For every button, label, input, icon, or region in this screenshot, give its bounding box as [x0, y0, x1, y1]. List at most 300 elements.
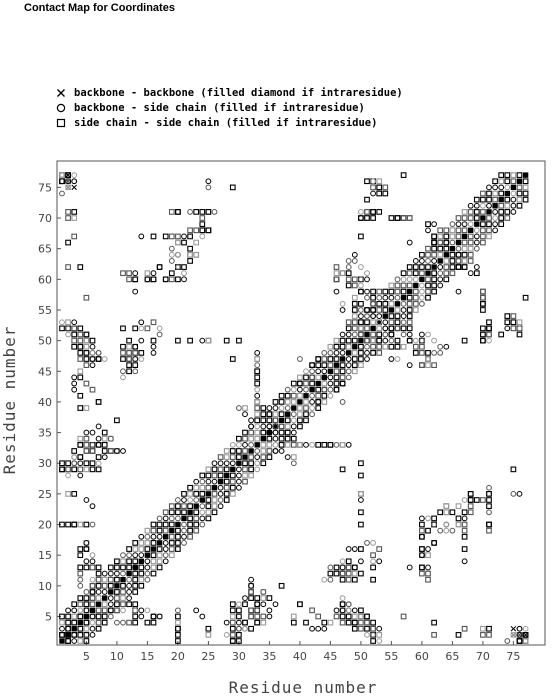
sidechain-sidechain-point [267, 418, 272, 423]
intraresidue-mark [78, 620, 83, 625]
sidechain-sidechain-point [255, 430, 260, 435]
backbone-sidechain-point [72, 179, 77, 184]
intraresidue-mark [432, 265, 437, 270]
sidechain-sidechain-point [285, 430, 290, 435]
sidechain-sidechain-point [414, 289, 419, 294]
sidechain-sidechain-point [414, 295, 419, 300]
backbone-sidechain-point [334, 387, 339, 392]
backbone-sidechain-point [163, 559, 168, 564]
intraresidue-mark [426, 271, 431, 276]
sidechain-sidechain-point [255, 596, 260, 601]
sidechain-sidechain-point [72, 326, 77, 331]
backbone-sidechain-point [139, 614, 144, 619]
backbone-sidechain-point [127, 590, 132, 595]
sidechain-sidechain-point [487, 633, 492, 638]
sidechain-sidechain-point [261, 596, 266, 601]
sidechain-sidechain-point [359, 326, 364, 331]
sidechain-sidechain-point [432, 516, 437, 521]
sidechain-sidechain-point [389, 216, 394, 221]
sidechain-sidechain-point [109, 449, 114, 454]
sidechain-sidechain-point [133, 277, 138, 282]
sidechain-sidechain-point [383, 185, 388, 190]
sidechain-sidechain-point [249, 430, 254, 435]
sidechain-sidechain-point [365, 216, 370, 221]
backbone-sidechain-point [84, 590, 89, 595]
backbone-backbone-point [523, 632, 528, 637]
intraresidue-mark [292, 406, 297, 411]
backbone-sidechain-point [127, 577, 132, 582]
sidechain-sidechain-point [72, 449, 77, 454]
sidechain-sidechain-point [517, 197, 522, 202]
sidechain-sidechain-point [493, 191, 498, 196]
backbone-sidechain-point [322, 369, 327, 374]
sidechain-sidechain-point [426, 528, 431, 533]
backbone-sidechain-point [438, 528, 443, 533]
intraresidue-mark [340, 357, 345, 362]
sidechain-sidechain-point [462, 626, 467, 631]
sidechain-sidechain-point [84, 332, 89, 337]
sidechain-sidechain-point [462, 265, 467, 270]
sidechain-sidechain-point [462, 547, 467, 552]
sidechain-sidechain-point [151, 559, 156, 564]
backbone-sidechain-point [456, 265, 461, 270]
backbone-sidechain-point [487, 203, 492, 208]
sidechain-sidechain-point [426, 222, 431, 227]
y-tick-label: 45 [38, 365, 52, 379]
backbone-sidechain-point [237, 442, 242, 447]
sidechain-sidechain-point [371, 338, 376, 343]
intraresidue-mark [90, 608, 95, 613]
sidechain-sidechain-point [102, 443, 107, 448]
backbone-sidechain-point [206, 179, 211, 184]
sidechain-sidechain-point [292, 381, 297, 386]
sidechain-sidechain-point [377, 338, 382, 343]
backbone-sidechain-point [365, 338, 370, 343]
backbone-sidechain-point [352, 252, 357, 257]
backbone-sidechain-point [328, 393, 333, 398]
sidechain-sidechain-point [298, 443, 303, 448]
sidechain-sidechain-point [444, 510, 449, 515]
backbone-sidechain-point [169, 252, 174, 257]
sidechain-sidechain-point [261, 461, 266, 466]
backbone-sidechain-point [145, 571, 150, 576]
backbone-sidechain-point [188, 210, 193, 215]
sidechain-sidechain-point [188, 485, 193, 490]
sidechain-sidechain-point [340, 344, 345, 349]
backbone-sidechain-point [383, 338, 388, 343]
sidechain-sidechain-point [267, 412, 272, 417]
sidechain-sidechain-point [249, 614, 254, 619]
backbone-sidechain-point [182, 498, 187, 503]
sidechain-sidechain-point [407, 302, 412, 307]
backbone-sidechain-point [438, 350, 443, 355]
sidechain-sidechain-point [218, 467, 223, 472]
sidechain-sidechain-point [255, 400, 260, 405]
sidechain-sidechain-point [481, 295, 486, 300]
backbone-sidechain-point [371, 308, 376, 313]
sidechain-sidechain-point [517, 191, 522, 196]
sidechain-sidechain-point [340, 443, 345, 448]
backbone-sidechain-point [395, 326, 400, 331]
backbone-sidechain-point [432, 350, 437, 355]
sidechain-sidechain-point [481, 326, 486, 331]
sidechain-sidechain-point [462, 259, 467, 264]
sidechain-sidechain-point [200, 216, 205, 221]
sidechain-sidechain-point [139, 565, 144, 570]
sidechain-sidechain-point [328, 571, 333, 576]
backbone-sidechain-point [237, 602, 242, 607]
sidechain-sidechain-point [365, 320, 370, 325]
backbone-sidechain-point [340, 381, 345, 386]
sidechain-sidechain-point [176, 626, 181, 631]
backbone-sidechain-point [371, 559, 376, 564]
sidechain-sidechain-point [78, 467, 83, 472]
sidechain-sidechain-point [237, 633, 242, 638]
backbone-sidechain-point [151, 614, 156, 619]
backbone-sidechain-point [474, 228, 479, 233]
sidechain-sidechain-point [170, 541, 175, 546]
backbone-sidechain-point [444, 344, 449, 349]
sidechain-sidechain-point [243, 461, 248, 466]
sidechain-sidechain-point [505, 320, 510, 325]
sidechain-sidechain-point [499, 222, 504, 227]
backbone-sidechain-point [249, 442, 254, 447]
backbone-sidechain-point [346, 602, 351, 607]
backbone-sidechain-point [474, 203, 479, 208]
sidechain-sidechain-point [359, 522, 364, 527]
sidechain-sidechain-point [353, 620, 358, 625]
sidechain-sidechain-point [383, 289, 388, 294]
sidechain-sidechain-point [231, 492, 236, 497]
sidechain-sidechain-point [420, 547, 425, 552]
data-points [60, 173, 528, 644]
sidechain-sidechain-point [420, 547, 425, 552]
sidechain-sidechain-point [359, 608, 364, 613]
sidechain-sidechain-point [487, 326, 492, 331]
backbone-sidechain-point [426, 547, 431, 552]
sidechain-sidechain-point [523, 179, 528, 184]
sidechain-sidechain-point [115, 608, 120, 613]
sidechain-sidechain-point [194, 528, 199, 533]
intraresidue-mark [462, 234, 467, 239]
backbone-sidechain-point [200, 510, 205, 515]
sidechain-sidechain-point [285, 436, 290, 441]
sidechain-sidechain-point [365, 614, 370, 619]
sidechain-sidechain-point [444, 228, 449, 233]
sidechain-sidechain-point [328, 363, 333, 368]
sidechain-sidechain-point [407, 314, 412, 319]
intraresidue-mark [255, 443, 260, 448]
backbone-sidechain-point [395, 357, 400, 362]
sidechain-sidechain-point [96, 571, 101, 576]
sidechain-sidechain-point [426, 289, 431, 294]
backbone-sidechain-point [90, 590, 95, 595]
sidechain-sidechain-point [121, 351, 126, 356]
sidechain-sidechain-point [456, 516, 461, 521]
sidechain-sidechain-point [401, 271, 406, 276]
intraresidue-mark [328, 369, 333, 374]
sidechain-sidechain-point [249, 590, 254, 595]
sidechain-sidechain-point [292, 455, 297, 460]
backbone-sidechain-point [115, 620, 120, 625]
backbone-sidechain-point [352, 608, 357, 613]
sidechain-sidechain-point [121, 596, 126, 601]
backbone-sidechain-point [139, 534, 144, 539]
sidechain-sidechain-point [432, 246, 437, 251]
sidechain-sidechain-point [84, 449, 89, 454]
y-tick-label: 50 [38, 334, 52, 348]
backbone-sidechain-point [84, 608, 89, 613]
sidechain-sidechain-point [84, 351, 89, 356]
sidechain-sidechain-point [414, 302, 419, 307]
sidechain-sidechain-point [353, 357, 358, 362]
sidechain-sidechain-point [96, 608, 101, 613]
sidechain-sidechain-point [176, 620, 181, 625]
backbone-sidechain-point [377, 559, 382, 564]
backbone-sidechain-point [182, 234, 187, 239]
sidechain-sidechain-point [371, 216, 376, 221]
sidechain-sidechain-point [487, 216, 492, 221]
sidechain-sidechain-point [231, 620, 236, 625]
backbone-sidechain-point [517, 626, 522, 631]
sidechain-sidechain-point [316, 443, 321, 448]
sidechain-sidechain-point [84, 363, 89, 368]
sidechain-sidechain-point [389, 302, 394, 307]
sidechain-sidechain-point [401, 326, 406, 331]
backbone-sidechain-point [401, 277, 406, 282]
backbone-sidechain-point [237, 479, 242, 484]
sidechain-sidechain-point [426, 277, 431, 282]
backbone-sidechain-point [499, 185, 504, 190]
backbone-sidechain-point [432, 222, 437, 227]
backbone-sidechain-point [157, 326, 162, 331]
sidechain-sidechain-point [115, 608, 120, 613]
sidechain-sidechain-point [231, 357, 236, 362]
sidechain-sidechain-point [517, 185, 522, 190]
sidechain-sidechain-point [505, 173, 510, 178]
backbone-sidechain-point [237, 467, 242, 472]
backbone-sidechain-point [481, 203, 486, 208]
sidechain-sidechain-point [346, 577, 351, 582]
legend-label: backbone - backbone (filled diamond if intraresidue) [74, 87, 403, 99]
sidechain-sidechain-point [121, 326, 126, 331]
sidechain-sidechain-point [102, 614, 107, 619]
sidechain-sidechain-point [377, 338, 382, 343]
sidechain-sidechain-point [371, 338, 376, 343]
backbone-sidechain-point [218, 485, 223, 490]
backbone-sidechain-point [224, 461, 229, 466]
backbone-sidechain-point [420, 534, 425, 539]
backbone-sidechain-point [84, 430, 89, 435]
sidechain-sidechain-point [468, 498, 473, 503]
backbone-sidechain-point [310, 363, 315, 368]
sidechain-sidechain-point [151, 541, 156, 546]
sidechain-sidechain-point [163, 234, 168, 239]
sidechain-sidechain-point [481, 210, 486, 215]
sidechain-sidechain-point [261, 406, 266, 411]
sidechain-sidechain-point [353, 614, 358, 619]
backbone-sidechain-point [389, 332, 394, 337]
backbone-sidechain-point [255, 602, 260, 607]
backbone-sidechain-point [133, 289, 138, 294]
backbone-sidechain-point [328, 577, 333, 582]
sidechain-sidechain-point [340, 614, 345, 619]
backbone-sidechain-point [60, 191, 65, 196]
backbone-sidechain-point [340, 332, 345, 337]
sidechain-sidechain-point [170, 510, 175, 515]
intraresidue-mark [517, 179, 522, 184]
backbone-sidechain-point [237, 485, 242, 490]
sidechain-sidechain-point [462, 534, 467, 539]
backbone-sidechain-point [304, 442, 309, 447]
intraresidue-mark [212, 485, 217, 490]
backbone-sidechain-point [115, 449, 120, 454]
sidechain-sidechain-point [78, 455, 83, 460]
backbone-sidechain-point [420, 295, 425, 300]
sidechain-sidechain-point [145, 326, 150, 331]
backbone-sidechain-point [371, 179, 376, 184]
sidechain-sidechain-point [261, 614, 266, 619]
sidechain-sidechain-point [359, 571, 364, 576]
backbone-sidechain-point [145, 277, 150, 282]
backbone-sidechain-point [334, 442, 339, 447]
sidechain-sidechain-point [121, 602, 126, 607]
backbone-sidechain-point [328, 387, 333, 392]
intraresidue-mark [383, 314, 388, 319]
sidechain-sidechain-point [462, 265, 467, 270]
sidechain-sidechain-point [346, 614, 351, 619]
sidechain-sidechain-point [322, 394, 327, 399]
backbone-sidechain-point [157, 614, 162, 619]
sidechain-sidechain-point [243, 479, 248, 484]
sidechain-sidechain-point [176, 210, 181, 215]
backbone-sidechain-point [273, 406, 278, 411]
backbone-sidechain-point [298, 387, 303, 392]
sidechain-sidechain-point [377, 332, 382, 337]
sidechain-sidechain-point [462, 253, 467, 258]
sidechain-sidechain-point [285, 400, 290, 405]
sidechain-sidechain-point [231, 639, 236, 644]
sidechain-sidechain-point [523, 639, 528, 644]
sidechain-sidechain-point [310, 381, 315, 386]
sidechain-sidechain-point [481, 289, 486, 294]
sidechain-sidechain-point [267, 596, 272, 601]
backbone-sidechain-point [96, 590, 101, 595]
sidechain-sidechain-point [468, 492, 473, 497]
sidechain-sidechain-point [133, 571, 138, 576]
sidechain-sidechain-point [96, 584, 101, 589]
sidechain-sidechain-point [206, 485, 211, 490]
sidechain-sidechain-point [292, 394, 297, 399]
sidechain-sidechain-point [267, 449, 272, 454]
sidechain-sidechain-point [145, 620, 150, 625]
backbone-sidechain-point [102, 357, 107, 362]
sidechain-sidechain-point [279, 430, 284, 435]
backbone-sidechain-point [310, 369, 315, 374]
sidechain-sidechain-point [206, 228, 211, 233]
sidechain-sidechain-point [340, 271, 345, 276]
sidechain-sidechain-point [151, 320, 156, 325]
backbone-sidechain-point [90, 442, 95, 447]
sidechain-sidechain-point [420, 253, 425, 258]
sidechain-sidechain-point [444, 234, 449, 239]
backbone-sidechain-point [456, 259, 461, 264]
y-tick-label: 30 [38, 457, 52, 471]
sidechain-sidechain-point [139, 547, 144, 552]
sidechain-sidechain-point [78, 547, 83, 552]
sidechain-sidechain-point [206, 467, 211, 472]
x-tick-label: 50 [353, 650, 368, 663]
sidechain-sidechain-point [176, 528, 181, 533]
backbone-sidechain-point [310, 393, 315, 398]
backbone-sidechain-point [420, 516, 425, 521]
backbone-sidechain-point [200, 234, 205, 239]
sidechain-sidechain-point [224, 498, 229, 503]
sidechain-sidechain-point [84, 633, 89, 638]
sidechain-sidechain-point [334, 344, 339, 349]
sidechain-sidechain-point [102, 608, 107, 613]
backbone-sidechain-point [108, 436, 113, 441]
sidechain-sidechain-point [84, 295, 89, 300]
sidechain-sidechain-point [395, 308, 400, 313]
sidechain-sidechain-point [279, 443, 284, 448]
backbone-sidechain-point [468, 203, 473, 208]
sidechain-sidechain-point [395, 216, 400, 221]
sidechain-sidechain-point [450, 234, 455, 239]
backbone-sidechain-point [96, 357, 101, 362]
backbone-sidechain-point [249, 577, 254, 582]
sidechain-sidechain-point [218, 473, 223, 478]
sidechain-sidechain-point [194, 228, 199, 233]
backbone-sidechain-point [359, 265, 364, 270]
backbone-sidechain-point [334, 289, 339, 294]
backbone-sidechain-point [90, 620, 95, 625]
backbone-sidechain-point [176, 498, 181, 503]
y-tick-label: 60 [38, 273, 52, 287]
sidechain-sidechain-point [426, 363, 431, 368]
backbone-sidechain-point [340, 602, 345, 607]
intraresidue-mark [475, 222, 480, 227]
sidechain-sidechain-point [298, 418, 303, 423]
backbone-sidechain-point [157, 332, 162, 337]
sidechain-sidechain-point [353, 320, 358, 325]
backbone-sidechain-point [230, 461, 235, 466]
backbone-sidechain-point [450, 222, 455, 227]
backbone-sidechain-point [72, 608, 77, 613]
backbone-sidechain-point [176, 516, 181, 521]
intraresidue-mark [468, 228, 473, 233]
intraresidue-mark [170, 528, 175, 533]
sidechain-sidechain-point [401, 173, 406, 178]
backbone-sidechain-point [432, 259, 437, 264]
sidechain-sidechain-point [78, 639, 83, 644]
sidechain-sidechain-point [249, 590, 254, 595]
sidechain-sidechain-point [316, 614, 321, 619]
backbone-sidechain-point [78, 583, 83, 588]
backbone-sidechain-point [255, 350, 260, 355]
sidechain-sidechain-point [115, 590, 120, 595]
sidechain-sidechain-point [353, 308, 358, 313]
sidechain-sidechain-point [365, 216, 370, 221]
y-tick-label: 65 [38, 242, 52, 256]
backbone-sidechain-point [182, 528, 187, 533]
sidechain-sidechain-point [102, 449, 107, 454]
sidechain-sidechain-point [456, 504, 461, 509]
sidechain-sidechain-point [450, 253, 455, 258]
sidechain-sidechain-point [60, 467, 65, 472]
sidechain-sidechain-point [487, 234, 492, 239]
sidechain-sidechain-point [176, 614, 181, 619]
